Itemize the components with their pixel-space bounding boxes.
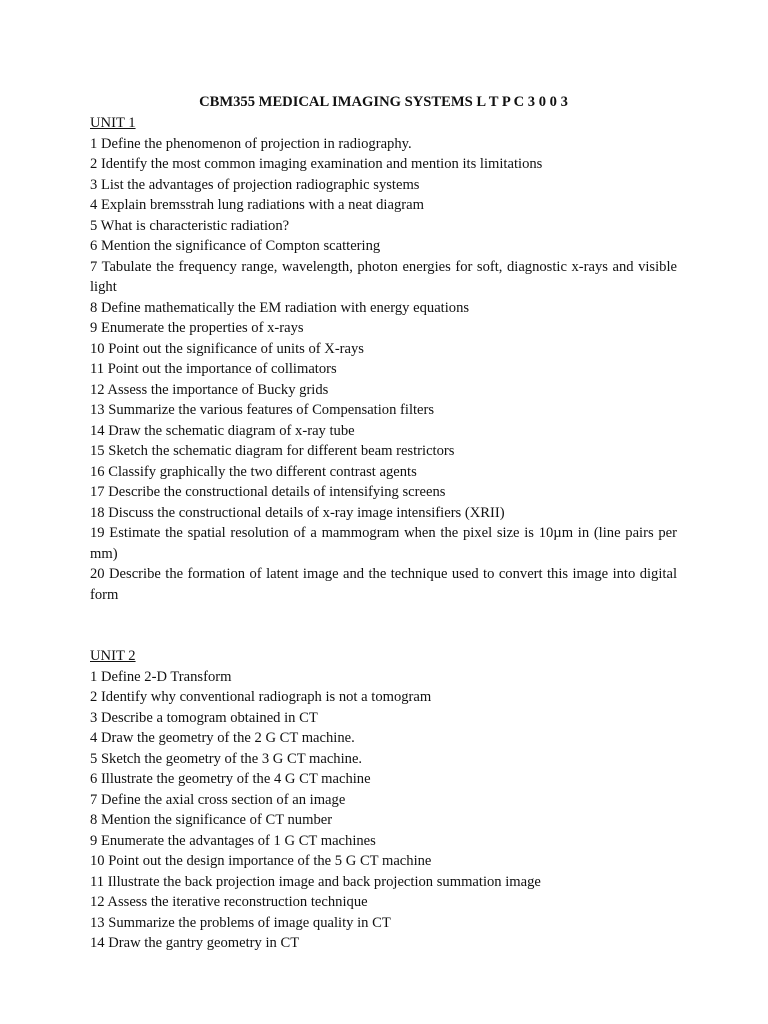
question-item: 5 What is characteristic radiation?: [90, 217, 290, 234]
question-item: 1 Define 2-D Transform: [90, 668, 232, 685]
question-item: 6 Illustrate the geometry of the 4 G CT machine: [90, 771, 371, 787]
question-item: 9 Enumerate the advantages of 1 G CT machines: [90, 832, 376, 849]
document-page: [90, 92, 677, 954]
unit-1-section: [90, 113, 677, 605]
question-item: 6 Mention the significance of Compton scattering: [90, 238, 381, 254]
question-item: 13 Summarize the various features of Compensation filters: [90, 402, 435, 418]
question-item: 3 Describe a tomogram obtained in CT: [90, 709, 318, 726]
question-item: 12 Assess the iterative reconstruction technique: [90, 894, 368, 910]
unit-2-section: [90, 646, 677, 954]
question-item: 8 Define mathematically the EM radiation with energy equations: [90, 299, 470, 316]
question-item: 10 Point out the design importance of the 5 G CT machine: [90, 853, 432, 869]
question-item: 2 Identify why conventional radiograph is not a tomogram: [90, 689, 432, 705]
question-item: 18 Discuss the constructional details of x-ray image intensifiers (XRII): [90, 504, 505, 521]
question-item: 11 Point out the importance of collimators: [90, 361, 337, 377]
question-item: 7 Define the axial cross section of an image: [90, 791, 346, 808]
unit-1-heading: UNIT 1: [90, 115, 136, 131]
question-item: 20 Describe the formation of latent image and the technique used to convert this image into digital form: [90, 566, 677, 603]
question-item: 4 Draw the geometry of the 2 G CT machine.: [90, 730, 355, 746]
question-item: 11 Illustrate the back projection image and back projection summation image: [90, 873, 541, 890]
question-item: 7 Tabulate the frequency range, wavelength, photon energies for soft, diagnostic x-rays and visible light: [90, 258, 677, 295]
unit-1-question-list: [90, 134, 677, 606]
unit-2-heading: UNIT 2: [90, 648, 136, 664]
question-item: 19 Estimate the spatial resolution of a mammogram when the pixel size is 10µm in (line pairs per mm): [90, 525, 677, 562]
question-item: 14 Draw the gantry geometry in CT: [90, 935, 300, 951]
section-spacer: [90, 605, 677, 646]
question-item: 16 Classify graphically the two different contrast agents: [90, 463, 417, 480]
unit-2-question-list: [90, 667, 677, 954]
question-item: 4 Explain bremsstrah lung radiations with a neat diagram: [90, 197, 424, 213]
document-title: CBM355 MEDICAL IMAGING SYSTEMS L T P C 3 0 0 3: [199, 94, 568, 110]
question-item: 3 List the advantages of projection radiographic systems: [90, 176, 420, 193]
question-item: 10 Point out the significance of units of X-rays: [90, 340, 364, 357]
question-item: 17 Describe the constructional details of intensifying screens: [90, 484, 446, 500]
question-item: 8 Mention the significance of CT number: [90, 812, 333, 828]
question-item: 9 Enumerate the properties of x-rays: [90, 320, 304, 336]
question-item: 2 Identify the most common imaging examination and mention its limitations: [90, 156, 543, 172]
question-item: 13 Summarize the problems of image quality in CT: [90, 914, 391, 931]
question-item: 14 Draw the schematic diagram of x-ray tube: [90, 422, 355, 439]
question-item: 15 Sketch the schematic diagram for different beam restrictors: [90, 443, 455, 459]
question-item: 12 Assess the importance of Bucky grids: [90, 381, 329, 398]
question-item: 5 Sketch the geometry of the 3 G CT machine.: [90, 750, 363, 767]
question-item: 1 Define the phenomenon of projection in radiography.: [90, 135, 412, 152]
